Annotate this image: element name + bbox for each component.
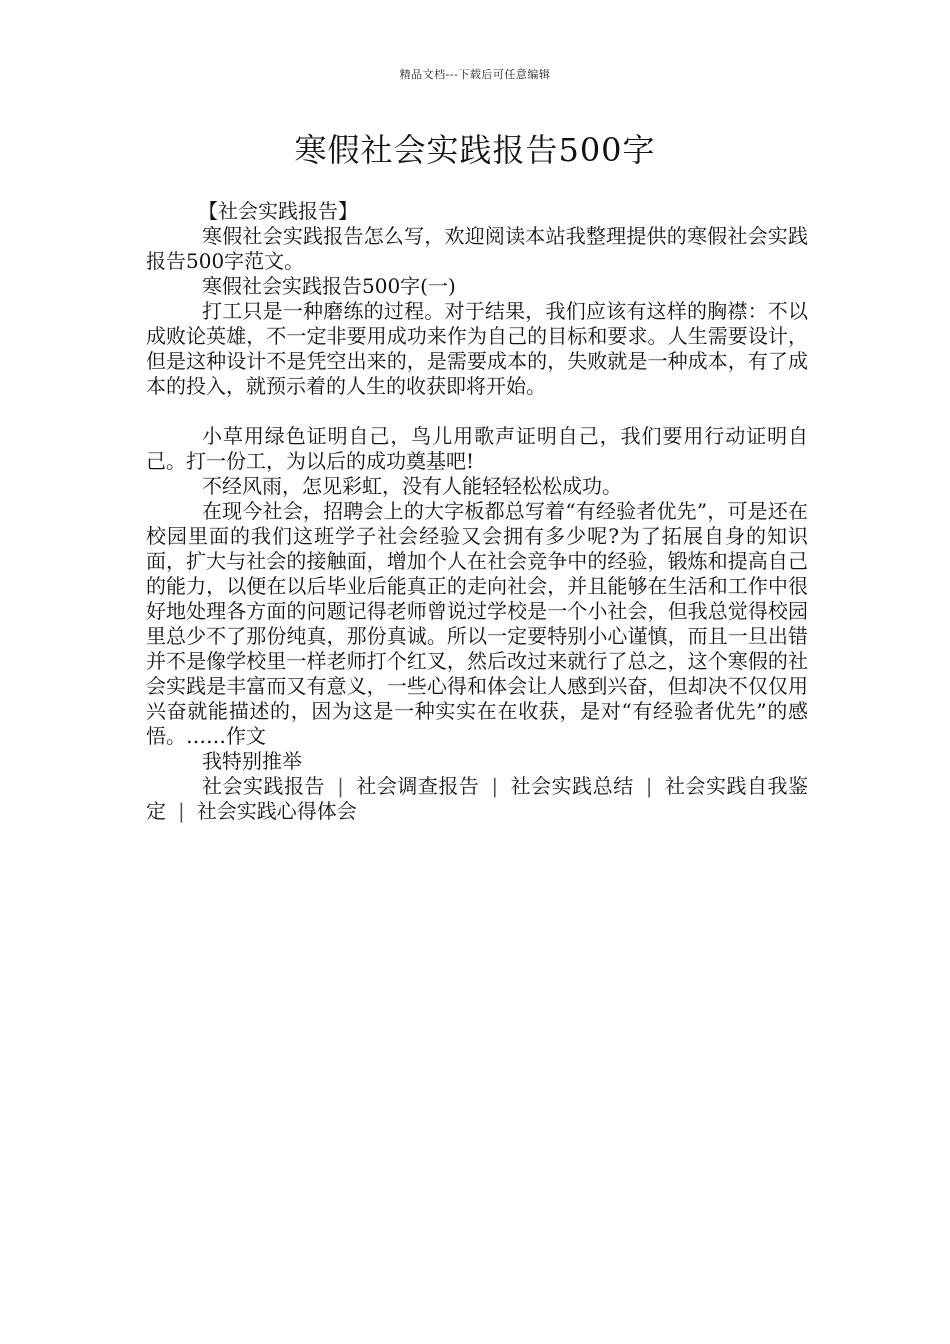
link-separator: |: [178, 799, 185, 823]
related-link-social-practice-summary[interactable]: 社会实践总结: [510, 774, 634, 798]
related-links: [146, 774, 808, 824]
recommend-label: 我特别推举: [202, 749, 302, 773]
document-body: [146, 199, 808, 824]
related-link-social-practice-reflections[interactable]: 社会实践心得体会: [196, 799, 357, 823]
related-link-social-practice-self-assessment[interactable]: 社会实践自我鉴定: [146, 774, 809, 823]
related-link-social-practice-report[interactable]: 社会实践报告: [202, 774, 326, 798]
link-separator: |: [491, 774, 499, 798]
body-paragraph-1: 打工只是一种磨练的过程。对于结果，我们应该有这样的胸襟：不以成败论英雄，不一定非要用成功来作为自己的目标和要求。人生需要设计，但是这种设计不是凭空出来的，是需要成本的，失败就是一种成本，有了成本的投入，就预示着的人生的收获即将开始。: [146, 299, 808, 398]
body-paragraph-4: 在现今社会，招聘会上的大字板都总写着“有经验者优先”，可是还在校园里面的我们这班学子社会经验又会拥有多少呢?为了拓展自身的知识面，扩大与社会的接触面，增加个人在社会竞争中的经验，锻炼和提高自己的能力，以便在以后毕业后能真正的走向社会，并且能够在生活和工作中很好地处理各方面的问题记得老师曾说过学校是一个小社会，但我总觉得校园里总少不了那份纯真，那份真诚。所以一定要特别小心谨慎，而且一旦出错并不是像学校里一样老师打个红叉，然后改过来就行了总之，这个寒假的社会实践是丰富而又有意义，一些心得和体会让人感到兴奋，但却决不仅仅用兴奋就能描述的，因为这是一种实实在在收获，是对“有经验者优先”的感悟。……作文: [146, 499, 808, 748]
intro-paragraph: 寒假社会实践报告怎么写，欢迎阅读本站我整理提供的寒假社会实践报告500字范文。: [146, 224, 808, 273]
section-heading: 寒假社会实践报告500字(一): [202, 274, 456, 298]
body-paragraph-3: 不经风雨，怎见彩虹，没有人能轻轻松松成功。: [202, 474, 622, 498]
link-separator: |: [645, 774, 653, 798]
category-tag: 【社会实践报告】: [198, 199, 358, 223]
body-paragraph-2: 小草用绿色证明自己，鸟儿用歌声证明自己，我们要用行动证明自己。打一份工，为以后的成功奠基吧!: [146, 424, 808, 473]
related-link-social-survey-report[interactable]: 社会调查报告: [355, 774, 480, 798]
link-separator: |: [337, 774, 344, 798]
document-title: 寒假社会实践报告500字: [294, 131, 656, 169]
header-note: 精品文档---下载后可任意编辑: [399, 68, 551, 81]
